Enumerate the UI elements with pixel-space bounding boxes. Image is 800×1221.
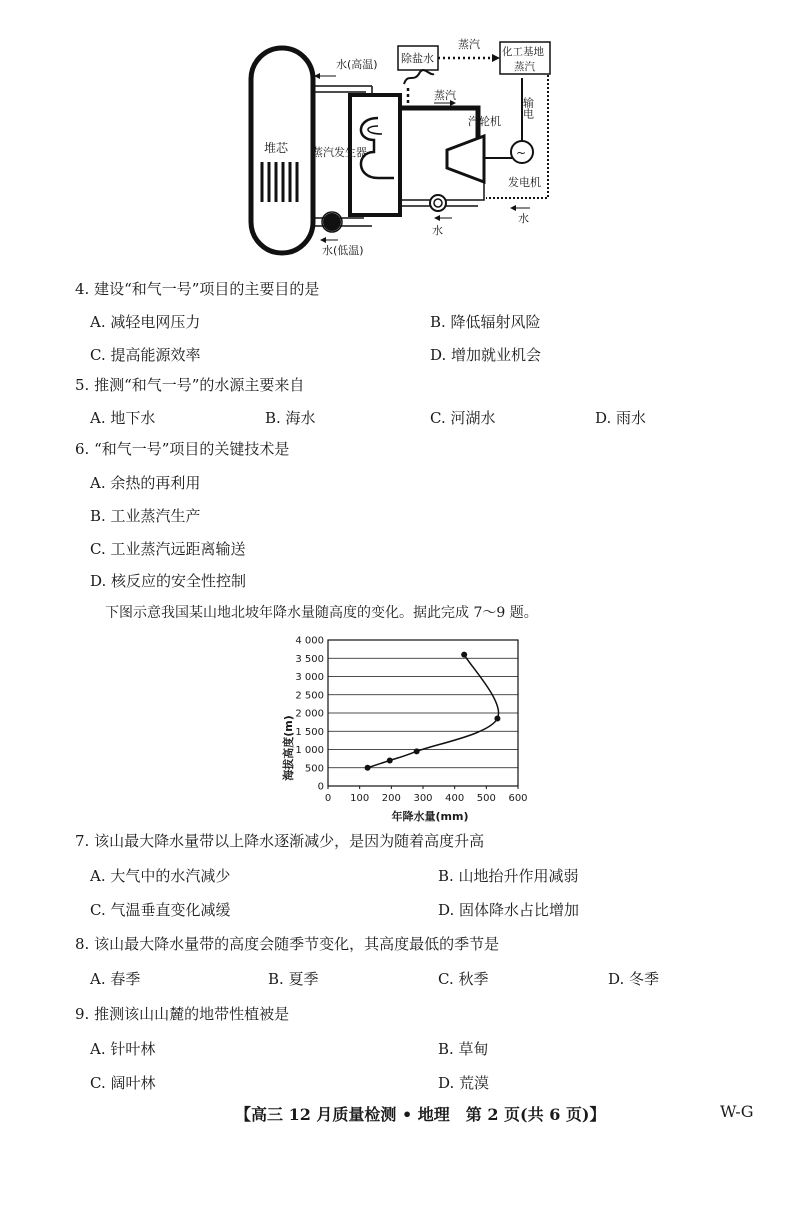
chart-intro: 下图示意我国某山地北坡年降水量随高度的变化。据此完成 7～9 题。 bbox=[105, 605, 538, 621]
question-9-stem: 9. 推测该山山麓的地带性植被是 bbox=[75, 1005, 290, 1023]
data-point bbox=[461, 652, 467, 658]
question-8-stem: 8. 该山最大降水量带的高度会随季节变化，其高度最低的季节是 bbox=[75, 935, 500, 953]
steam-line bbox=[400, 108, 478, 140]
chart-ylabel: 海拔高度(m) bbox=[282, 715, 295, 781]
y-tick-label: 0 bbox=[317, 781, 324, 793]
turbine bbox=[447, 136, 484, 182]
y-tick-label: 1 500 bbox=[295, 726, 324, 738]
page-footer: 【高三 12 月质量检测 • 地理 第 2 页(共 6 页)】 bbox=[235, 1105, 606, 1124]
water-high-label: 水(高温) bbox=[336, 58, 378, 71]
reactor-core-label: 堆芯 bbox=[264, 141, 289, 155]
y-tick-label: 3 500 bbox=[295, 653, 324, 665]
q5-option-d[interactable]: D. 雨水 bbox=[595, 409, 647, 427]
q7-option-b[interactable]: B. 山地抬升作用减弱 bbox=[438, 867, 579, 885]
steam-mid-label: 蒸汽 bbox=[434, 89, 456, 102]
question-5-stem: 5. 推测“和气一号”的水源主要来自 bbox=[75, 376, 305, 394]
x-tick-label: 100 bbox=[350, 793, 370, 804]
q8-option-a[interactable]: A. 春季 bbox=[90, 970, 141, 988]
question-6-stem: 6. “和气一号”项目的关键技术是 bbox=[75, 440, 290, 458]
q8-option-b[interactable]: B. 夏季 bbox=[268, 970, 319, 988]
q4-option-b[interactable]: B. 降低辐射风险 bbox=[430, 313, 541, 331]
y-tick-label: 1 000 bbox=[295, 745, 324, 756]
data-point bbox=[414, 748, 420, 754]
steam-top-label: 蒸汽 bbox=[458, 38, 480, 51]
power-line-label: 输电 bbox=[521, 97, 535, 119]
q6-option-c[interactable]: C. 工业蒸汽远距离输送 bbox=[90, 540, 246, 558]
x-tick-label: 400 bbox=[445, 793, 465, 804]
q6-option-d[interactable]: D. 核反应的安全性控制 bbox=[90, 572, 247, 590]
y-tick-label: 2 500 bbox=[295, 690, 324, 702]
q7-option-a[interactable]: A. 大气中的水汽减少 bbox=[90, 867, 231, 885]
x-tick-label: 600 bbox=[508, 793, 528, 804]
q5-option-c[interactable]: C. 河湖水 bbox=[430, 409, 496, 427]
feed-pump bbox=[430, 195, 446, 211]
x-tick-label: 300 bbox=[413, 793, 433, 804]
precipitation-curve bbox=[368, 655, 499, 768]
q6-option-a[interactable]: A. 余热的再利用 bbox=[90, 474, 201, 492]
q9-option-b[interactable]: B. 草甸 bbox=[438, 1040, 489, 1058]
x-tick-label: 200 bbox=[381, 793, 401, 804]
q9-option-c[interactable]: C. 阔叶林 bbox=[90, 1074, 156, 1092]
water-high-arrow bbox=[314, 73, 336, 79]
y-tick-label: 4 000 bbox=[295, 635, 324, 647]
water-label-1: 水 bbox=[432, 224, 443, 237]
fuel-rods bbox=[262, 162, 297, 202]
q7-option-c[interactable]: C. 气温垂直变化减缓 bbox=[90, 901, 231, 919]
nuclear-steam-diagram bbox=[0, 0, 800, 275]
steam-generator-label: 蒸汽发生器 bbox=[312, 146, 367, 159]
q5-option-b[interactable]: B. 海水 bbox=[265, 409, 316, 427]
data-point bbox=[494, 715, 500, 721]
y-tick-label: 3 000 bbox=[295, 672, 324, 683]
chart-xlabel: 年降水量(mm) bbox=[391, 810, 469, 823]
question-4-stem: 4. 建设“和气一号”项目的主要目的是 bbox=[75, 280, 320, 298]
q8-option-d[interactable]: D. 冬季 bbox=[608, 970, 660, 988]
q8-option-c[interactable]: C. 秋季 bbox=[438, 970, 489, 988]
primary-pump bbox=[324, 214, 340, 230]
q4-option-a[interactable]: A. 减轻电网压力 bbox=[90, 313, 201, 331]
desalinated-water-label: 除盐水 bbox=[401, 52, 434, 65]
paper-code: W-G bbox=[720, 1102, 754, 1121]
q6-option-b[interactable]: B. 工业蒸汽生产 bbox=[90, 507, 201, 525]
data-point bbox=[365, 765, 371, 771]
q4-option-d[interactable]: D. 增加就业机会 bbox=[430, 346, 542, 364]
q9-option-a[interactable]: A. 针叶林 bbox=[90, 1040, 156, 1058]
chem-base-steam-label: 蒸汽 bbox=[514, 61, 535, 73]
y-tick-label: 2 000 bbox=[295, 708, 324, 720]
water-label-2: 水 bbox=[518, 212, 529, 225]
generator-label: 发电机 bbox=[508, 176, 541, 189]
data-point bbox=[387, 757, 393, 763]
q7-option-d[interactable]: D. 固体降水占比增加 bbox=[438, 901, 580, 919]
q5-option-a[interactable]: A. 地下水 bbox=[90, 409, 156, 427]
chem-base-label: 化工基地 bbox=[502, 46, 544, 58]
x-tick-label: 500 bbox=[476, 793, 496, 804]
question-7-stem: 7. 该山最大降水量带以上降水逐渐减少，是因为随着高度升高 bbox=[75, 832, 485, 850]
water-low-label: 水(低温) bbox=[322, 244, 364, 257]
q4-option-c[interactable]: C. 提高能源效率 bbox=[90, 346, 201, 364]
y-tick-label: 500 bbox=[304, 763, 324, 775]
x-tick-label: 0 bbox=[324, 793, 332, 804]
svg-text:~: ~ bbox=[516, 146, 527, 160]
water-low-arrow bbox=[320, 237, 338, 243]
precipitation-altitude-chart bbox=[270, 628, 540, 828]
turbine-label: 汽轮机 bbox=[468, 115, 501, 128]
q9-option-d[interactable]: D. 荒漠 bbox=[438, 1074, 490, 1092]
